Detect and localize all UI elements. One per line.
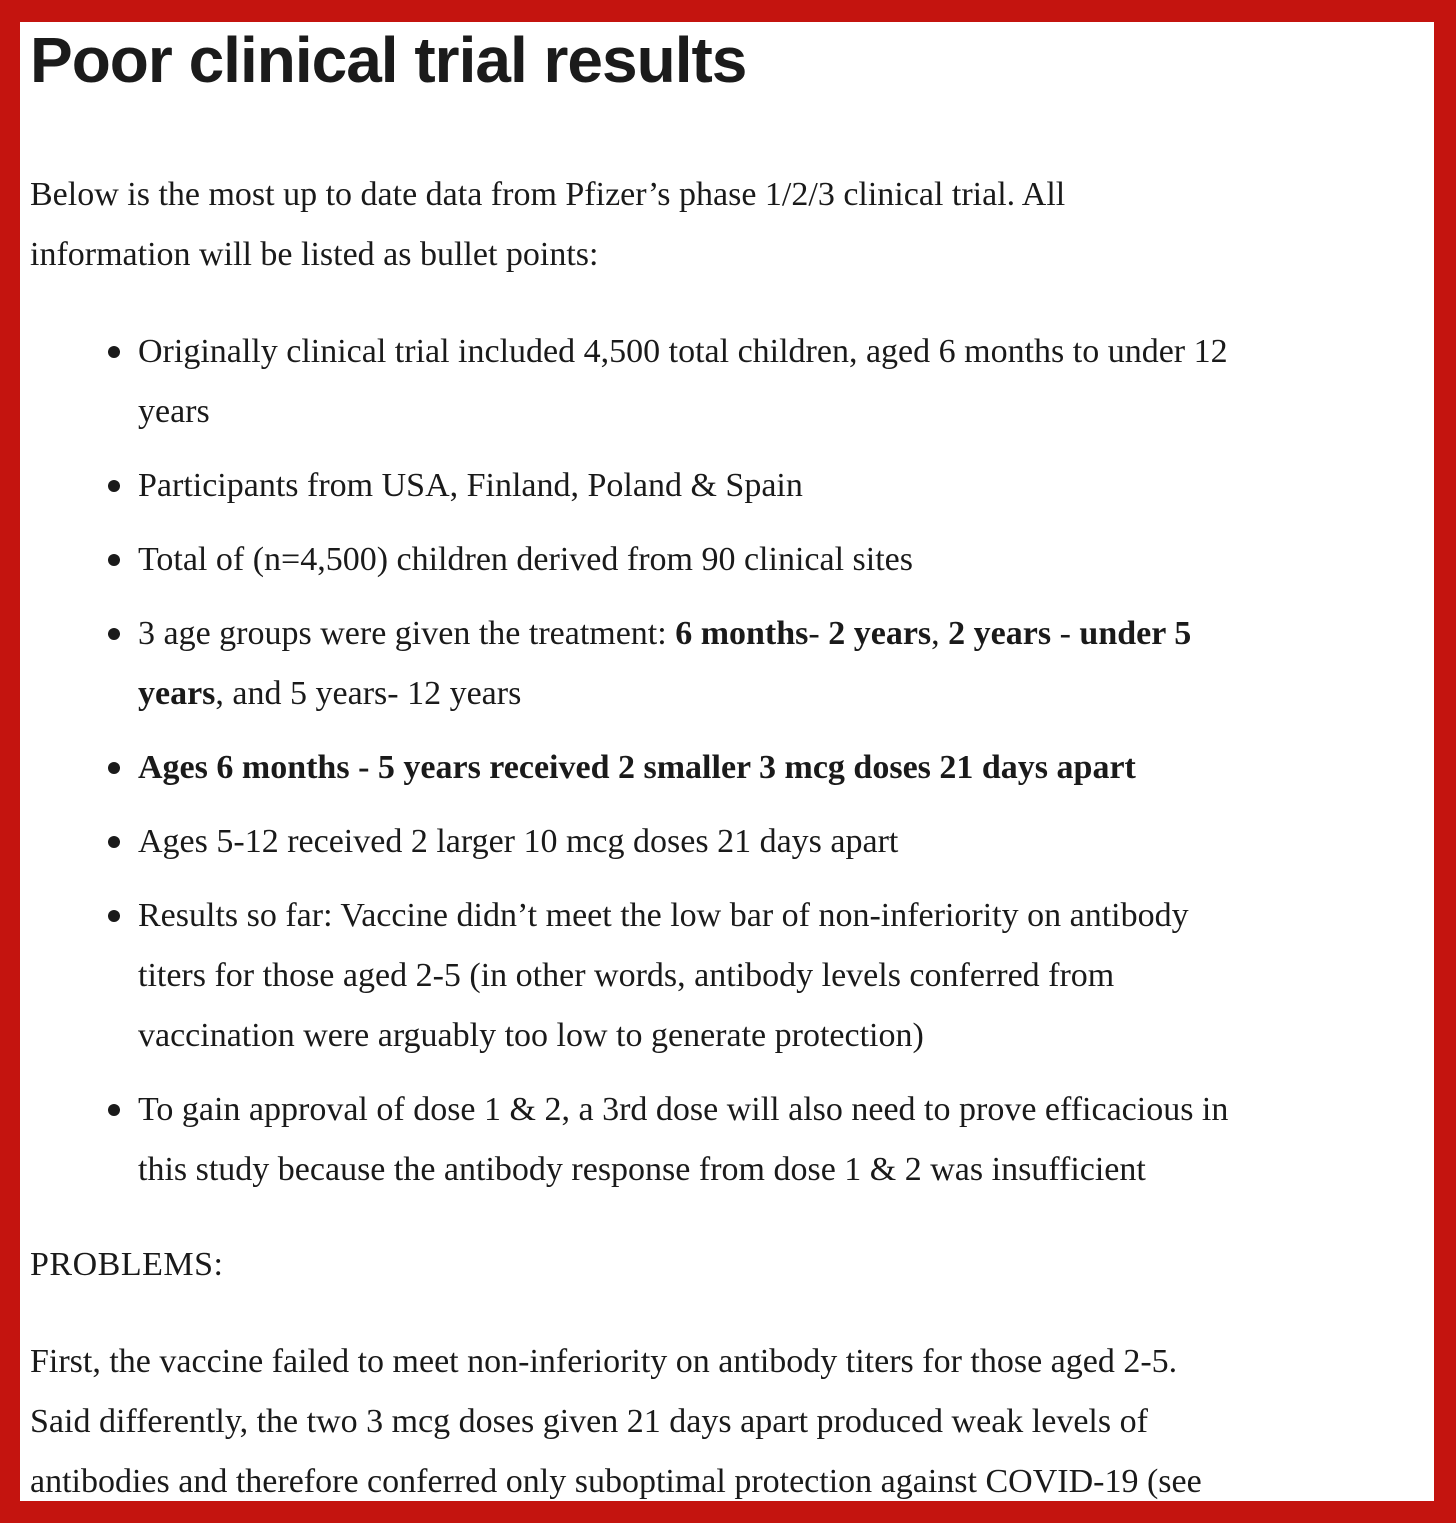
bullet-text: - (808, 615, 829, 652)
bullet-dot-icon (108, 554, 120, 566)
list-item (30, 886, 1456, 1080)
paragraph-line: antibodies and therefore conferred only suboptimal protection against COVID-19 (see (30, 1463, 1202, 1500)
list-item (30, 1080, 1456, 1214)
bullet-text: Total of (n=4,500) children derived from 90 clinical sites (138, 541, 913, 578)
bullet-text: Ages 5-12 received 2 larger 10 mcg doses 21 days apart (138, 823, 899, 860)
intro-line: information will be listed as bullet points: (30, 236, 599, 273)
bullet-dot-icon (108, 346, 120, 358)
bullet-text: years (138, 393, 210, 430)
bullet-text: Results so far: Vaccine didn’t meet the low bar of non-inferiority on antibody (138, 897, 1189, 934)
bullet-bold-text: 6 months (675, 615, 809, 652)
bullet-dot-icon (108, 1104, 120, 1116)
intro-paragraph (30, 165, 1430, 285)
bullet-text: this study because the antibody response from dose 1 & 2 was insufficient (138, 1151, 1146, 1188)
bullet-dot-icon (108, 480, 120, 492)
problems-heading: PROBLEMS: (30, 1246, 224, 1283)
article-section-title: Poor clinical trial results (30, 24, 747, 96)
bullet-text: To gain approval of dose 1 & 2, a 3rd dose will also need to prove efficacious in (138, 1091, 1229, 1128)
bullet-text: titers for those aged 2-5 (in other words, antibody levels conferred from (138, 957, 1115, 994)
bullet-text: 3 age groups were given the treatment: (138, 615, 676, 652)
list-item (30, 738, 1456, 812)
bullet-bold-text: under 5 (1079, 615, 1192, 652)
bullet-dot-icon (108, 910, 120, 922)
list-item (30, 604, 1456, 738)
list-item (30, 322, 1456, 456)
bullet-text: Originally clinical trial included 4,500 total children, aged 6 months to under 12 (138, 333, 1228, 370)
list-item (30, 530, 1456, 604)
bullet-text: , (931, 615, 949, 652)
list-item (30, 812, 1456, 886)
bullet-bold-text: years (138, 675, 216, 712)
bullet-text: - (1051, 615, 1080, 652)
list-item (30, 456, 1456, 530)
bullet-dot-icon (108, 762, 120, 774)
bullet-dot-icon (108, 836, 120, 848)
problems-paragraph (30, 1332, 1202, 1512)
paragraph-line: First, the vaccine failed to meet non-inferiority on antibody titers for those aged 2-5. (30, 1343, 1178, 1380)
bullet-bold-text: Ages 6 months - 5 years received 2 smaller 3 mcg doses 21 days apart (138, 749, 1136, 786)
bullet-bold-text: 2 years (948, 615, 1052, 652)
bullet-list (30, 322, 1456, 1214)
bullet-text: vaccination were arguably too low to generate protection) (138, 1017, 924, 1054)
paragraph-line: Said differently, the two 3 mcg doses given 21 days apart produced weak levels of (30, 1403, 1148, 1440)
bullet-text: Participants from USA, Finland, Poland & Spain (138, 467, 803, 504)
bullet-bold-text: 2 years (828, 615, 932, 652)
bullet-dot-icon (108, 628, 120, 640)
bullet-text: , and 5 years- 12 years (215, 675, 522, 712)
intro-line: Below is the most up to date data from Pfizer’s phase 1/2/3 clinical trial. All (30, 176, 1066, 213)
